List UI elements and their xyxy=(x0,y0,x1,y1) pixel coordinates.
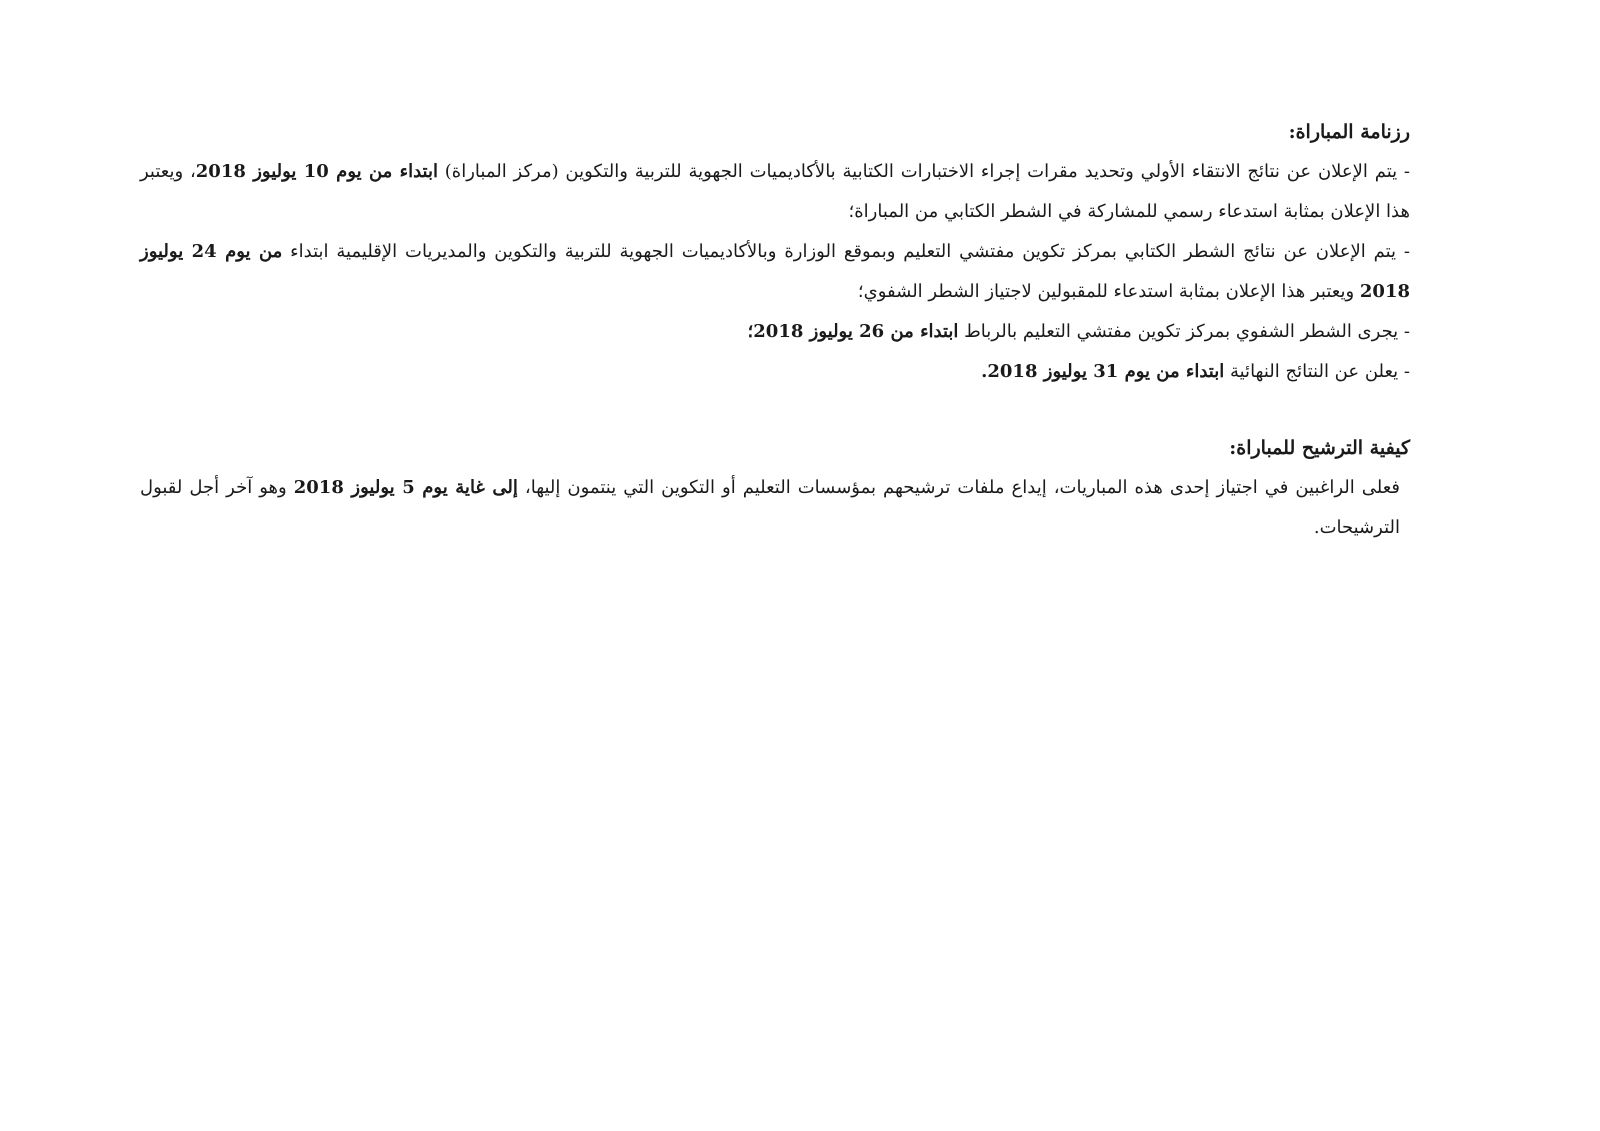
paragraph-text: فعلى الراغبين في اجتياز إحدى هذه المباريات، إيداع ملفات ترشيحهم بمؤسسات التعليم أو التكوين التي ينتمون إليها، xyxy=(517,477,1400,498)
paragraph-text: - يتم الإعلان عن نتائج الشطر الكتابي بمركز تكوين مفتشي التعليم وبموقع الوزارة وبالأكاديميات الجهوية للتربية والتكوين والمديريات الإقليمية ابتداء xyxy=(282,241,1410,262)
paragraph-text: - يجرى الشطر الشفوي بمركز تكوين مفتشي التعليم بالرباط xyxy=(958,321,1410,342)
bold-date-text: ابتداء من يوم 31 يوليوز 2018. xyxy=(981,361,1225,382)
calendar-item xyxy=(140,312,1410,352)
bold-date-text: ابتداء من 26 يوليوز 2018؛ xyxy=(747,321,959,342)
paragraph-text: - يتم الإعلان عن نتائج الانتقاء الأولي وتحديد مقرات إجراء الاختبارات الكتابية بالأكاديميات الجهوية للتربية والتكوين (مركز المباراة) xyxy=(438,161,1411,182)
calendar-item xyxy=(140,232,1410,312)
calendar-item xyxy=(140,152,1410,232)
section-gap xyxy=(140,392,1410,428)
paragraph-text: - يعلن عن النتائج النهائية xyxy=(1224,361,1410,382)
paragraph-text: ويعتبر هذا الإعلان بمثابة استدعاء للمقبولين لاجتياز الشطر الشفوي؛ xyxy=(857,281,1360,302)
paragraph-text: وهو آخر أجل لقبول الترشيحات. xyxy=(140,477,1400,538)
calendar-item xyxy=(140,352,1410,392)
bold-date-text: ابتداء من يوم 10 يوليوز 2018 xyxy=(195,161,438,182)
application-item xyxy=(140,468,1400,548)
document-content xyxy=(140,112,1410,548)
bold-date-text: إلى غاية يوم 5 يوليوز 2018 xyxy=(293,477,518,498)
section-title-application: كيفية الترشيح للمباراة: xyxy=(1229,437,1410,459)
bold-date-text: من يوم 24 يوليوز 2018 xyxy=(140,241,1410,302)
application-items xyxy=(140,468,1410,548)
section-title-calendar: رزنامة المباراة: xyxy=(1288,121,1410,143)
paragraph-text: ، ويعتبر هذا الإعلان بمثابة استدعاء رسمي للمشاركة في الشطر الكتابي من المباراة؛ xyxy=(140,161,1410,222)
calendar-items xyxy=(140,152,1410,392)
